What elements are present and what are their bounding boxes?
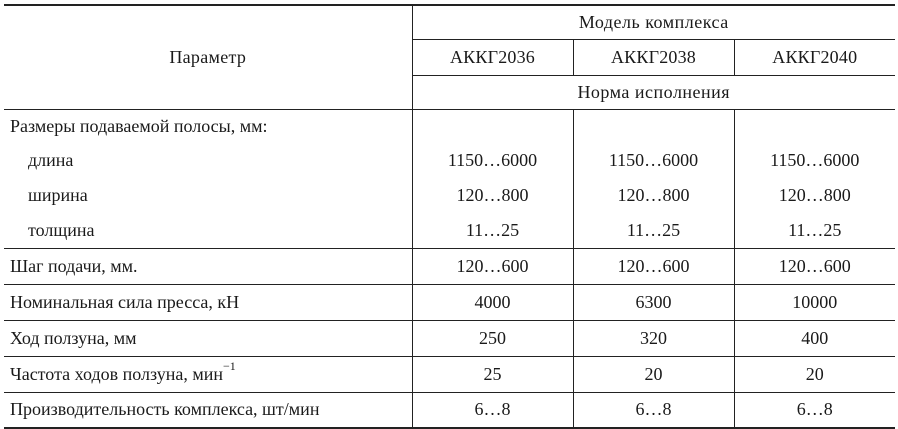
param-label-text: Частота ходов ползуна, мин xyxy=(10,363,223,384)
value-cell: 6300 xyxy=(573,284,734,320)
value-cell: 120…600 xyxy=(412,248,573,284)
model-header-2: АККГ2038 xyxy=(573,39,734,75)
value-cell: 120…600 xyxy=(734,248,895,284)
value-cell: 1150…6000 xyxy=(573,143,734,178)
value-cell: 10000 xyxy=(734,284,895,320)
param-label: ширина xyxy=(28,185,88,205)
model-header-1: АККГ2036 xyxy=(412,39,573,75)
empty-cell xyxy=(734,109,895,143)
header-row-1 xyxy=(4,5,895,39)
value-cell: 25 xyxy=(412,356,573,392)
spec-table xyxy=(4,4,895,429)
table-row xyxy=(4,356,895,392)
strip-size-label: Размеры подаваемой полосы, мм: xyxy=(10,115,268,136)
value-cell: 11…25 xyxy=(573,213,734,248)
value-cell: 250 xyxy=(412,320,573,356)
empty-cell xyxy=(412,109,573,143)
value-cell: 11…25 xyxy=(412,213,573,248)
param-label: толщина xyxy=(4,213,412,248)
value-cell: 11…25 xyxy=(734,213,895,248)
value-cell: 120…600 xyxy=(573,248,734,284)
table-row xyxy=(4,284,895,320)
table-row xyxy=(4,213,895,248)
value-cell: 1150…6000 xyxy=(734,143,895,178)
value-cell: 120…800 xyxy=(573,178,734,213)
table-row xyxy=(4,109,895,143)
param-label: Производительность комплекса, шт/мин xyxy=(4,392,412,428)
empty-cell xyxy=(573,109,734,143)
value-cell: 400 xyxy=(734,320,895,356)
table-row xyxy=(4,248,895,284)
table-row xyxy=(4,178,895,213)
unit-exponent: −1 xyxy=(223,358,236,373)
value-cell: 20 xyxy=(734,356,895,392)
table-row xyxy=(4,143,895,178)
value-cell: 6…8 xyxy=(734,392,895,428)
param-label: длина xyxy=(28,150,74,170)
param-label: Шаг подачи, мм. xyxy=(4,248,412,284)
value-cell: 120…800 xyxy=(734,178,895,213)
norm-header: Норма исполнения xyxy=(412,75,895,109)
parameter-header: Параметр xyxy=(4,5,412,109)
value-cell: 4000 xyxy=(412,284,573,320)
value-cell: 1150…6000 xyxy=(412,143,573,178)
value-cell: 20 xyxy=(573,356,734,392)
value-cell: 320 xyxy=(573,320,734,356)
model-header-3: АККГ2040 xyxy=(734,39,895,75)
param-label: Ход ползуна, мм xyxy=(4,320,412,356)
model-group-header: Модель комплекса xyxy=(412,5,895,39)
value-cell: 120…800 xyxy=(412,178,573,213)
param-label: Номинальная сила пресса, кН xyxy=(4,284,412,320)
table-row xyxy=(4,320,895,356)
value-cell: 6…8 xyxy=(573,392,734,428)
table-row xyxy=(4,392,895,428)
param-label xyxy=(4,356,412,392)
value-cell: 6…8 xyxy=(412,392,573,428)
